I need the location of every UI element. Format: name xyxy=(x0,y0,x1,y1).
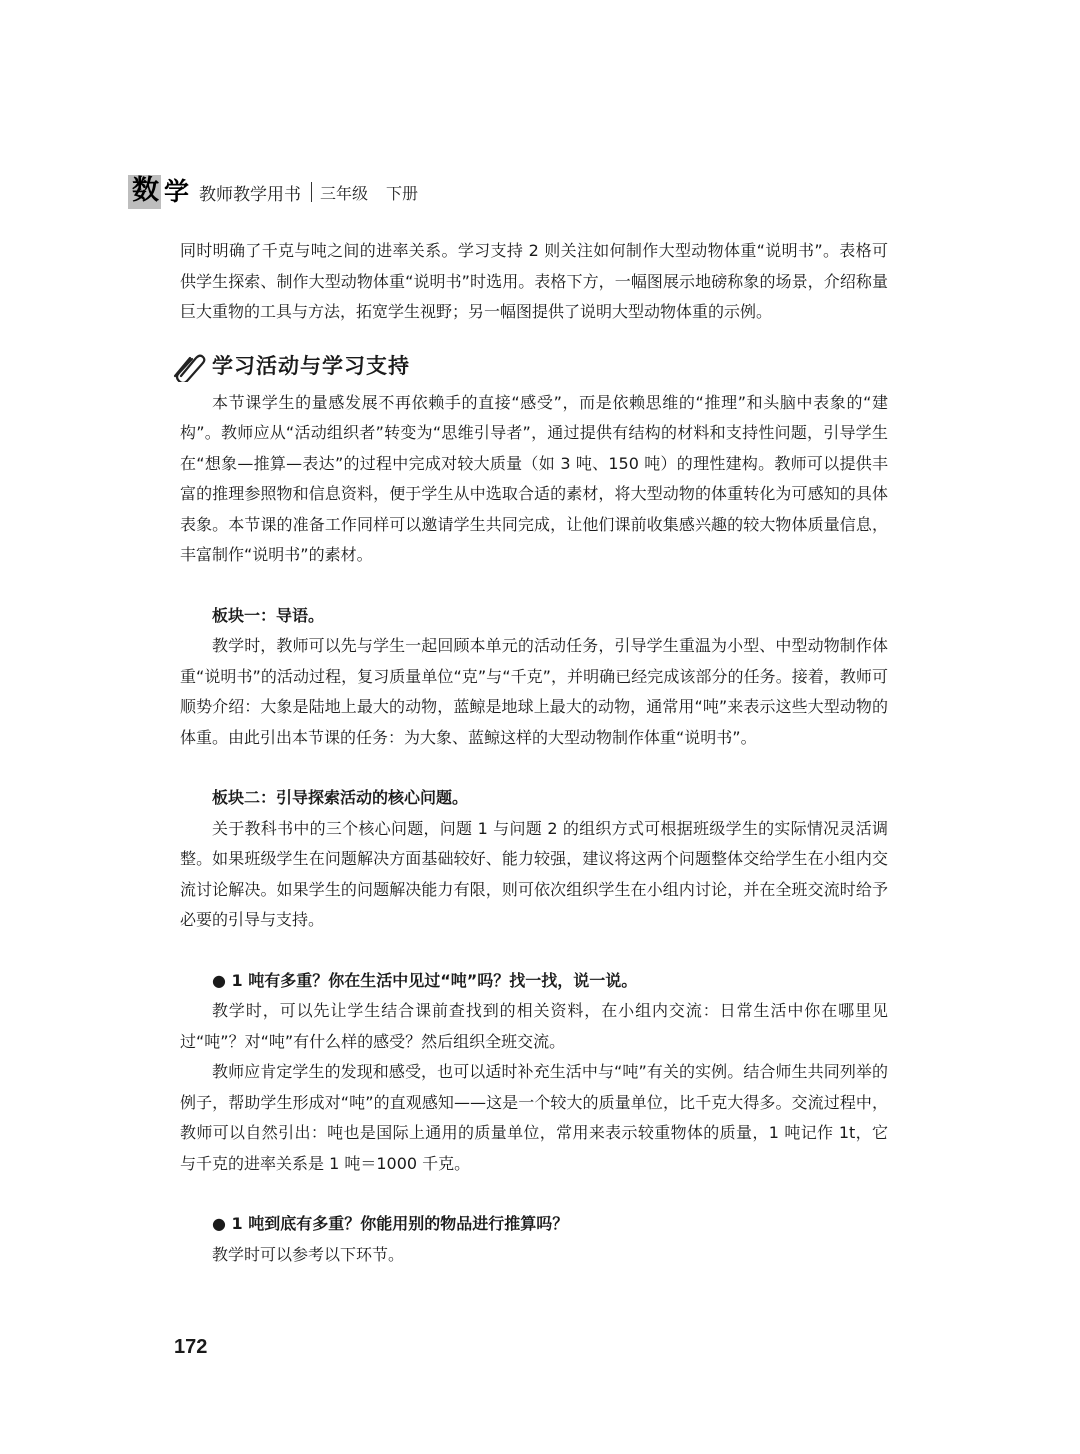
grade-label: 三年级 xyxy=(320,183,369,203)
page-number: 172 xyxy=(174,1336,208,1358)
question2-paragraph: 教学时可以参考以下环节。 xyxy=(212,1244,405,1264)
block1-title: 板块一：导语。 xyxy=(212,605,325,625)
volume-label: 下册 xyxy=(386,183,419,203)
paragraph-1: 本节课学生的量感发展不再依赖手的直接“感受”，而是依赖思维的“推理”和头脑中表象的“建构”。教师应从“活动组织者”转变为“思维引导者”，通过提供有结构的材料和支持性问题，引导学生在“想象—推算—表达”的过程中完成对较大质量（如 3 吨、150 吨）的理性建构。教师可以提供丰富的推理参照物和信息资料，便于学生从中选取合适的素材，将大型动物的体重转化为可感知的具体表象。本节课的准备工作同样可以邀请学生共同完成，让他们课前收集感兴趣的较大物体质量信息，丰富制作“说明书”的素材。 xyxy=(180,392,888,564)
question1-paragraph-2: 教师应肯定学生的发现和感受，也可以适时补充生活中与“吨”有关的实例。结合师生共同列举的例子，帮助学生形成对“吨”的直观感知——这是一个较大的质量单位，比千克大得多。交流过程中，教师可以自然引出：吨也是国际上通用的质量单位，常用来表示较重物体的质量，1 吨记作 1t，它与千克的进率关系是 1 吨＝1000 千克。 xyxy=(180,1062,888,1173)
logo-char-1: 数 xyxy=(128,175,161,209)
block2-paragraph: 关于教科书中的三个核心问题，问题 1 与问题 2 的组织方式可根据班级学生的实际情况灵活调整。如果班级学生在问题解决方面基础较好、能力较强，建议将这两个问题整体交给学生在小组内交流讨论解决。如果学生的问题解决能力有限，则可依次组织学生在小组内讨论，并在全班交流时给予必要的引导与支持。 xyxy=(180,818,888,929)
block2-title: 板块二：引导探索活动的核心问题。 xyxy=(212,788,469,807)
page-body xyxy=(180,236,888,1270)
paperclip-icon xyxy=(172,352,206,382)
question1-paragraph-1: 教学时，可以先让学生结合课前查找到的相关资料，在小组内交流：日常生活中你在哪里见过“吨”？对“吨”有什么样的感受？然后组织全班交流。 xyxy=(180,1001,888,1051)
book-title: 教师教学用书 xyxy=(199,184,302,205)
running-header xyxy=(128,172,418,212)
section-title: 学习活动与学习支持 xyxy=(212,354,410,379)
intro-paragraph: 同时明确了千克与吨之间的进率关系。学习支持 2 则关注如何制作大型动物体重“说明书”。表格可供学生探索、制作大型动物体重“说明书”时选用。表格下方，一幅图展示地磅称象的场景，介绍称量巨大重物的工具与方法，拓宽学生视野；另一幅图提供了说明大型动物体重的示例。 xyxy=(180,241,888,321)
subject-logo xyxy=(128,175,189,209)
header-divider xyxy=(311,182,312,202)
question1-title: ● 1 吨有多重？你在生活中见过“吨”吗？找一找，说一说。 xyxy=(212,970,638,990)
logo-char-2: 学 xyxy=(164,177,190,206)
block1-paragraph: 教学时，教师可以先与学生一起回顾本单元的活动任务，引导学生重温为小型、中型动物制作体重“说明书”的活动过程，复习质量单位“克”与“千克”，并明确已经完成该部分的任务。接着，教师可顺势介绍：大象是陆地上最大的动物，蓝鲸是地球上最大的动物，通常用“吨”来表示这些大型动物的体重。由此引出本节课的任务：为大象、蓝鲸这样的大型动物制作体重“说明书”。 xyxy=(180,636,888,747)
question2-title: ● 1 吨到底有多重？你能用别的物品进行推算吗？ xyxy=(212,1214,569,1233)
section-heading xyxy=(172,346,888,388)
